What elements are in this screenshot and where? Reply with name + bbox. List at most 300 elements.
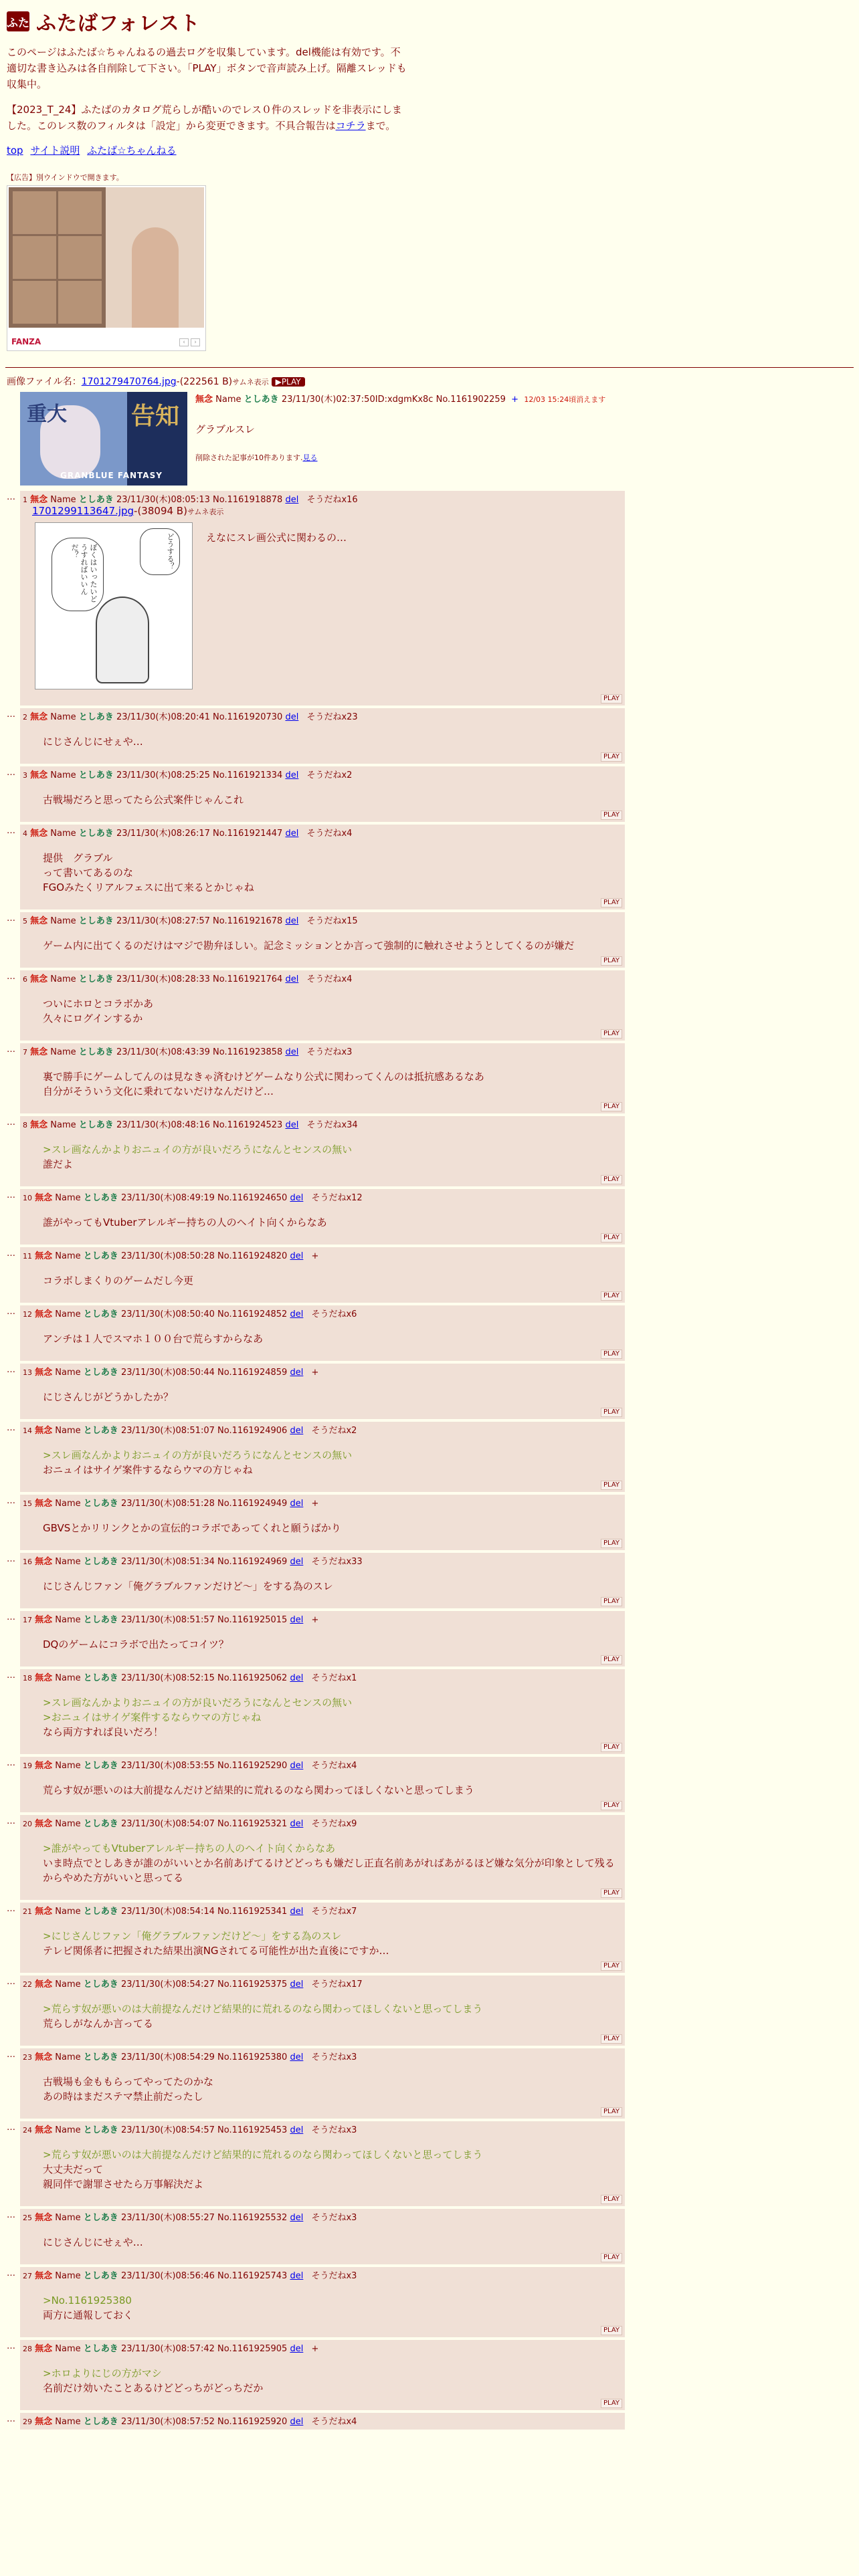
body-line: にじさんじファン「俺グラブルファンだけど〜」をする為のスレ [43,1580,333,1592]
reply-row [7,825,859,909]
reply-row [7,1247,859,1303]
reply-subject: 無念 [35,2125,53,2135]
reply-sodane[interactable]: そうだねx3 [306,1047,353,1057]
reply-header [23,2210,621,2223]
reply-number: 15 [23,1499,32,1508]
reply-body [43,1273,621,1288]
reply-body [43,734,621,749]
reply-del-link[interactable]: del [285,712,299,722]
body-line: にじさんじにせぇや… [43,736,143,748]
reply-subject: 無念 [30,974,48,984]
reply-no: No.1161925905 [217,2344,288,2354]
reply-header [23,2268,621,2281]
reply-name: としあき [83,1615,118,1625]
reply-subject: 無念 [35,1761,53,1771]
reply-del-link[interactable]: del [290,1499,304,1509]
play-button[interactable]: PLAY [601,2034,622,2044]
play-button[interactable]: PLAY [601,2107,622,2117]
reply [20,1903,625,1973]
reply-dots: … [7,1249,15,1259]
reply-row [7,912,859,968]
reply-sodane[interactable]: そうだねx3 [311,2125,357,2135]
reply-sodane[interactable]: そうだねx33 [311,1557,363,1567]
reply-no: No.1161918878 [213,495,283,505]
reply-sodane[interactable]: そうだねx16 [306,495,358,505]
play-button[interactable]: PLAY [601,1655,622,1665]
reply-name-label: Name [55,2213,81,2223]
op-no: No.1161902259 [436,395,506,405]
reply-header [23,1904,621,1917]
reply-name-label: Name [55,1615,81,1625]
play-button[interactable]: PLAY [601,1481,622,1490]
quote-line: >ホロよりにじの方がマシ [43,2367,162,2379]
body-line: ついにホロとコラボかあ [43,998,154,1010]
reply-dots: … [7,2268,15,2278]
reply-header [23,2050,621,2062]
play-button[interactable]: PLAY [601,811,622,820]
reply-del-link[interactable]: del [290,2052,304,2062]
reply-number: 22 [23,1980,32,1989]
reply-name-label: Name [55,1309,81,1319]
body-line: アンチは１人でスマホ１００台で荒らすからなあ [43,1333,264,1345]
ad-next-icon[interactable]: › [191,338,200,346]
reply-sodane[interactable]: そうだねx12 [311,1193,363,1203]
reply-del-link[interactable]: del [290,1979,304,1990]
reply-datetime: 23/11/30(木)08:57:42 [120,2344,215,2354]
reply-header [23,1307,621,1319]
op-thumbnail[interactable] [20,392,187,486]
reply-subject: 無念 [30,712,48,722]
reply-thumbnail[interactable] [35,522,193,689]
op-post [7,392,852,486]
reply-sodane[interactable]: そうだねx4 [306,974,353,984]
thumb-text-bottom: GRANBLUE FANTASY [60,471,163,480]
reply-row [7,2048,859,2119]
reply-name: としあき [83,1761,118,1771]
reply-del-link[interactable]: del [290,2125,304,2135]
play-button[interactable]: PLAY [601,2253,622,2262]
reply-dots: … [7,2341,15,2351]
reply-row [7,2209,859,2264]
reply-del-link[interactable]: del [290,1557,304,1567]
reply-dots: … [7,1816,15,1826]
reply-body [43,2002,621,2031]
reply-dots: … [7,2210,15,2220]
body-line: おニュイはサイゲ案件するならウマの方じゃね [43,1464,253,1476]
body-line: 久々にログインするか [43,1012,143,1025]
reply [20,1043,625,1113]
reply-body [43,1695,621,1739]
reply-dots: … [7,914,15,924]
play-button[interactable]: PLAY [601,1291,622,1301]
reply-dots: … [7,1758,15,1768]
reply-no: No.1161924949 [217,1499,288,1509]
reply-dots: … [7,768,15,778]
body-line: テレビ関係者に把握された結果出演NGされてる可能性が出た直後にですか… [43,1945,389,1957]
reply-del-link[interactable]: del [290,1309,304,1319]
reply-header [23,710,621,722]
reply-body [43,1637,621,1652]
reply-no: No.1161921764 [213,974,283,984]
nav-futaba-link[interactable]: ふたば☆ちゃんねる [87,144,177,156]
op-file-meta: -(222561 B) [176,377,233,387]
reply-del-link[interactable]: del [285,1120,299,1130]
body-line: 両方に通報しておく [43,2309,134,2321]
reply-name: としあき [78,712,114,722]
reply-row [7,1669,859,1754]
reply-row [7,1422,859,1492]
reply [20,2209,625,2264]
ad-image[interactable] [9,187,204,328]
play-button[interactable]: PLAY [601,2195,622,2204]
reply-body [43,1390,621,1404]
reply [20,2121,625,2206]
reply-number: 21 [23,1907,32,1916]
reply-del-link[interactable]: del [290,1426,304,1436]
reply-del-link[interactable]: del [285,495,299,505]
reply-no: No.1161920730 [213,712,283,722]
play-button[interactable]: PLAY [601,1743,622,1752]
reply-subject: 無念 [30,1047,48,1057]
op-datetime: 23/11/30(木)02:37:50 [281,395,375,405]
reply-del-link[interactable]: del [285,829,299,839]
reply-name: としあき [83,1499,118,1509]
reply-datetime: 23/11/30(木)08:54:14 [120,1907,215,1917]
reply-sodane[interactable]: + [311,2344,319,2354]
reply-row [7,970,859,1041]
reply [20,912,625,968]
reply-name: としあき [83,1557,118,1567]
thumb-text-right: 告知 [130,402,179,430]
reply-del-link[interactable]: del [285,916,299,926]
reply-row [7,2267,859,2337]
comic-text-2: ぼくはいったいどうすればいいんだ？ [52,538,104,611]
reply-datetime: 23/11/30(木)08:27:57 [116,916,210,926]
reply-del-link[interactable]: del [290,1368,304,1378]
reply-subject: 無念 [35,1309,53,1319]
reply-name: としあき [83,1673,118,1683]
reply-subject: 無念 [35,1819,53,1829]
reply [20,1189,625,1245]
comic-text-1: どうする？ [140,528,180,575]
reply-name: としあき [83,2344,118,2354]
reply-sodane[interactable]: そうだねx4 [311,2417,357,2427]
quote-line: >荒らす奴が悪いのは大前提なんだけど結果的に荒れるのなら関わってほしくないと思ってしまう [43,2003,483,2015]
play-button[interactable]: PLAY [601,752,622,762]
reply-datetime: 23/11/30(木)08:28:33 [116,974,210,984]
reply-dots: … [7,1365,15,1375]
reply-dots: … [7,1117,15,1128]
reply [20,1611,625,1667]
reply-del-link[interactable]: del [285,1047,299,1057]
reply [20,1975,625,2046]
body-line: 裏で勝手にゲームしてんのは見なきゃ済むけどゲームなり公式に関わってくんのは抵抗感あるなあ [43,1071,484,1083]
comic-figure [96,597,149,683]
op-play-button[interactable]: ▶PLAY [272,377,305,387]
reply-datetime: 23/11/30(木)08:20:41 [116,712,210,722]
reply-number: 7 [23,1048,27,1057]
reply-row [7,1364,859,1419]
report-link[interactable]: コチラ [335,120,366,132]
reply-no: No.1161921447 [213,829,283,839]
body-line: いま時点でとしあきが誰のがいいとか名前あげてるけどどっちも嫌だし正直名前あがればあがるほど嫌な気分が印象として残るからやめた方がいいと思ってる [43,1857,615,1884]
reply-subject: 無念 [30,495,48,505]
reply-header [23,1190,621,1203]
reply-header [23,1612,621,1625]
nav-top-link[interactable]: top [7,144,23,156]
ad-brand: FANZA [11,337,41,346]
op-body: グラブルスレ [195,423,255,435]
reply-name: としあき [83,1309,118,1319]
nav-about-link[interactable]: サイト説明 [30,144,80,156]
play-button[interactable]: PLAY [601,1029,622,1039]
reply-name-label: Name [50,770,76,780]
play-button[interactable]: PLAY [601,956,622,966]
file-label: 画像ファイル名： [7,377,82,387]
reply-body [43,2074,621,2104]
reply-subject: 無念 [35,2052,53,2062]
reply-header [23,1554,621,1567]
reply-body [43,792,621,807]
reply-del-link[interactable]: del [290,2271,304,2281]
body-line: あの時はまだステマ禁止前だったし [43,2090,203,2103]
reply-name: としあき [83,1907,118,1917]
op-subject: 無念 [195,395,213,405]
reply-name: としあき [78,829,114,839]
reply-no: No.1161925453 [217,2125,288,2135]
reply-datetime: 23/11/30(木)08:50:44 [120,1368,215,1378]
reply-dots: … [7,1612,15,1622]
reply-del-link[interactable]: del [290,1907,304,1917]
reply-body [43,1215,621,1230]
play-button[interactable]: PLAY [601,2399,622,2408]
show-deleted-link[interactable]: 見る [302,453,318,462]
reply-sodane[interactable]: そうだねx2 [311,1426,357,1436]
reply-no: No.1161925920 [217,2417,288,2427]
op-id: ID:xdgmKx8c [375,395,434,405]
play-button[interactable]: PLAY [601,2326,622,2335]
reply-header [23,492,621,505]
deleted-notice [195,452,605,463]
play-button[interactable]: PLAY [601,694,622,704]
reply-name-label: Name [55,1499,81,1509]
reply-datetime: 23/11/30(木)08:55:27 [120,2213,215,2223]
reply-sodane[interactable]: そうだねx1 [311,1673,357,1683]
body-line: 誰だよ [43,1158,74,1170]
intro-text-2b: まで。 [365,120,396,132]
play-button[interactable]: PLAY [601,1102,622,1111]
reply [20,1247,625,1303]
play-button[interactable]: PLAY [601,1408,622,1417]
reply-name-label: Name [50,1120,76,1130]
reply-sodane[interactable]: そうだねx6 [311,1309,357,1319]
reply [20,766,625,822]
reply-body [43,1142,621,1172]
quote-line: >スレ画なんかよりおニュイの方が良いだろうになんとセンスの無い [43,1697,353,1709]
reply [20,1669,625,1754]
site-logo-icon[interactable]: ふた [7,11,29,31]
reply-datetime: 23/11/30(木)08:43:39 [116,1047,210,1057]
reply-del-link[interactable]: del [290,1251,304,1261]
reply-del-link[interactable]: del [290,1193,304,1203]
site-title [7,7,852,36]
reply-subject: 無念 [35,1251,53,1261]
play-button[interactable]: PLAY [601,1539,622,1548]
play-button[interactable]: PLAY [601,1233,622,1243]
reply-sodane[interactable]: そうだねx3 [311,2213,357,2223]
op-file-line [7,374,852,388]
reply [20,970,625,1041]
reply-header [23,1423,621,1436]
reply-subject: 無念 [30,1120,48,1130]
reply-name-label: Name [55,1761,81,1771]
reply-sodane[interactable]: + [311,1499,319,1509]
reply-del-link[interactable]: del [290,1819,304,1829]
reply-del-link[interactable]: del [290,2417,304,2427]
reply-del-link[interactable]: del [290,1761,304,1771]
reply-subject: 無念 [35,1557,53,1567]
quote-line: >にじさんじファン「俺グラブルファンだけど〜」をする為のスレ [43,1930,342,1942]
reply-del-link[interactable]: del [290,1615,304,1625]
reply-sodane[interactable]: そうだねx2 [306,770,353,780]
play-button[interactable]: PLAY [601,1889,622,1898]
op-file-link[interactable]: 1701279470764.jpg [81,377,177,387]
reply-header [23,2123,621,2135]
reply-row [7,2340,859,2410]
reply-header [23,2414,621,2427]
reply-subject: 無念 [30,829,48,839]
play-button[interactable]: PLAY [601,1350,622,1359]
reply-no: No.1161924820 [217,1251,288,1261]
reply-del-link[interactable]: del [285,974,299,984]
reply-image-row [23,518,621,689]
reply-no: No.1161925290 [217,1761,288,1771]
body-line: って書いてあるのな [43,867,134,879]
reply-no: No.1161925380 [217,2052,288,2062]
reply-dots: … [7,1496,15,1506]
reply-no: No.1161924650 [217,1193,288,1203]
reply-sodane[interactable]: そうだねx15 [306,916,358,926]
op-info [195,392,605,486]
reply-subject: 無念 [35,1907,53,1917]
quote-line: >おニュイはサイゲ案件するならウマの方じゃね [43,1711,262,1723]
body-line: GBVSとかリリンクとかの宣伝的コラボであってくれと願うばかり [43,1522,341,1534]
reply [20,1553,625,1608]
play-button[interactable]: PLAY [601,1801,622,1810]
reply-number: 13 [23,1368,32,1377]
reply-header [23,1496,621,1509]
reply-no: No.1161925062 [217,1673,288,1683]
reply-name-label: Name [50,974,76,984]
reply-name-label: Name [55,2344,81,2354]
reply-datetime: 23/11/30(木)08:05:13 [116,495,210,505]
reply-header [23,1671,621,1683]
reply-number: 1 [23,496,27,504]
reply-body [43,996,621,1026]
reply-subject: 無念 [35,1499,53,1509]
quote-line: >スレ画なんかよりおニュイの方が良いだろうになんとセンスの無い [43,1449,353,1461]
op-expire: 12/03 15:24頃消えます [524,395,606,404]
reply-sodane[interactable]: + [311,1615,319,1625]
reply-del-link[interactable]: del [290,1673,304,1683]
reply-number: 6 [23,975,27,984]
play-button[interactable]: PLAY [601,1597,622,1606]
reply [20,491,625,706]
reply-sodane[interactable]: + [311,1368,319,1378]
deleted-text: 削除された記事が10件あります. [195,453,303,462]
reply-sodane[interactable]: そうだねx17 [311,1979,363,1990]
reply-name-label: Name [50,916,76,926]
reply-number: 23 [23,2053,32,2062]
reply-datetime: 23/11/30(木)08:51:28 [120,1499,215,1509]
reply-subject: 無念 [35,2271,53,2281]
reply-subject: 無念 [35,2417,53,2427]
reply-body [43,2235,621,2250]
reply-sodane[interactable]: そうだねx23 [306,712,358,722]
reply-del-link[interactable]: del [290,2213,304,2223]
reply-name-label: Name [50,829,76,839]
body-line: 名前だけ効いたことあるけどどっちがどっちだか [43,2382,264,2394]
reply-body [43,1448,621,1477]
op-name-label: Name [215,395,242,405]
reply-row [7,1975,859,2046]
reply-number: 19 [23,1761,32,1770]
reply-number: 10 [23,1194,32,1202]
reply-dots: … [7,2123,15,2133]
reply-body [43,1521,621,1535]
op-plus-link[interactable]: + [511,395,519,405]
reply-del-link[interactable]: del [285,770,299,780]
reply-sodane[interactable]: そうだねx4 [311,1761,357,1771]
reply-sodane[interactable]: そうだねx34 [306,1120,358,1130]
reply-del-link[interactable]: del [290,2344,304,2354]
reply-name-label: Name [55,1819,81,1829]
play-button[interactable]: PLAY [601,1961,622,1971]
reply-dots: … [7,1307,15,1317]
reply-sodane[interactable]: + [311,1251,319,1261]
reply [20,1422,625,1492]
reply-file-link[interactable]: 1701299113647.jpg [32,505,134,517]
reply-no: No.1161925015 [217,1615,288,1625]
play-button[interactable]: PLAY [601,898,622,907]
reply-sodane[interactable]: そうだねx3 [311,2052,357,2062]
reply-datetime: 23/11/30(木)08:50:28 [120,1251,215,1261]
reply-sodane[interactable]: そうだねx3 [311,2271,357,2281]
reply-sodane[interactable]: そうだねx4 [306,829,353,839]
reply-sodane[interactable]: そうだねx9 [311,1819,357,1829]
reply-header [23,1117,621,1130]
ad-banner[interactable] [7,185,206,351]
reply-no: No.1161925743 [217,2271,288,2281]
reply-header [23,768,621,780]
body-line: 提供 グラブル [43,852,113,864]
reply-datetime: 23/11/30(木)08:50:40 [120,1309,215,1319]
nav-links [7,143,852,157]
reply-name: としあき [83,2213,118,2223]
ad-prev-icon[interactable]: ‹ [179,338,189,346]
reply-body [43,1929,621,1958]
body-line: ゲーム内に出てくるのだけはマジで勘弁ほしい。記念ミッションとか言って強制的に触れさせようとしてくるのが嫌だ [43,940,575,952]
reply-body [43,2147,621,2191]
play-button[interactable]: PLAY [601,1175,622,1184]
reply-sodane[interactable]: そうだねx7 [311,1907,357,1917]
reply [20,1116,625,1186]
reply-row [7,1189,859,1245]
reply-name: としあき [83,2271,118,2281]
reply [20,1364,625,1419]
reply-body [206,530,347,689]
reply-number: 8 [23,1121,27,1130]
